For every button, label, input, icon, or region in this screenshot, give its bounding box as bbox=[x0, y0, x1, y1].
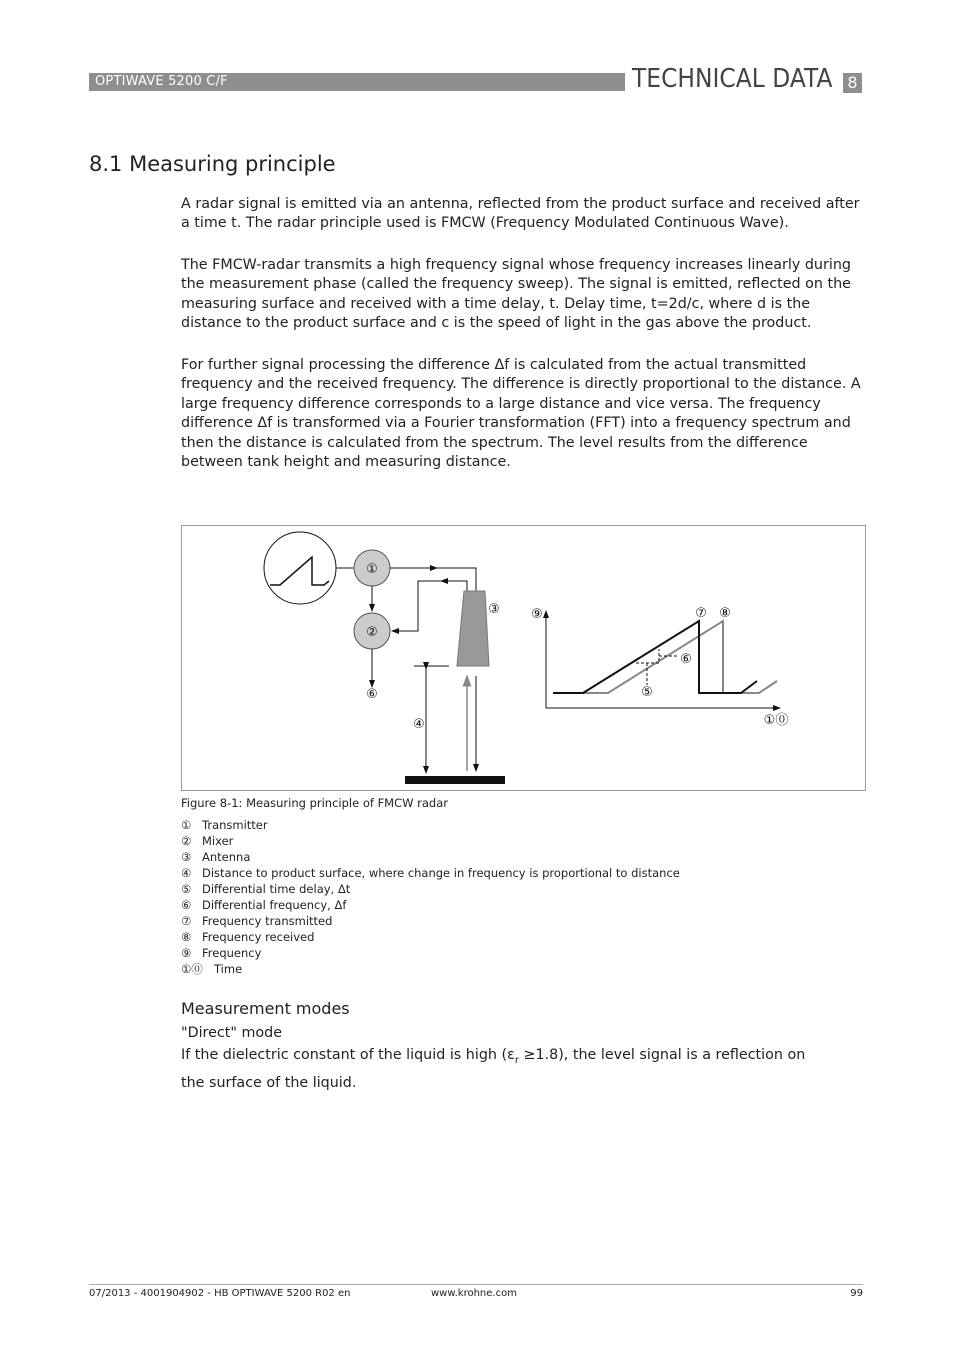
footer bbox=[89, 1284, 863, 1299]
page-heading: 8.1 Measuring principle bbox=[89, 152, 336, 176]
legend-item: ⑦ Frequency transmitted bbox=[181, 914, 333, 928]
marker-1: ① bbox=[366, 562, 378, 577]
legend-item: ② Mixer bbox=[181, 834, 234, 848]
marker-5: ⑤ bbox=[641, 685, 653, 700]
antenna bbox=[457, 591, 489, 666]
legend-item: ③ Antenna bbox=[181, 850, 251, 864]
marker-6-chart: ⑥ bbox=[680, 652, 692, 667]
marker-7: ⑦ bbox=[695, 606, 707, 621]
marker-6: ⑥ bbox=[366, 687, 378, 702]
paragraph-2: The FMCW-radar transmits a high frequency signal whose frequency increases linearly during the measurement phase (called the frequency sweep). The signal is emitted, reflected on the measuring surface and received with a time delay, t. Delay time, t=2d/c, where d is the distance to the product surface and c is the speed of light in the gas above the product. bbox=[181, 257, 851, 332]
legend-item: ①⓪ Time bbox=[181, 962, 243, 976]
marker-4: ④ bbox=[413, 717, 425, 732]
legend-item: ⑥ Differential frequency, Δf bbox=[181, 898, 347, 912]
marker-2: ② bbox=[366, 625, 378, 640]
figure-legend bbox=[181, 817, 680, 977]
direct-mode-text: If the dielectric constant of the liquid is high $(\varepsilon_r \ge 1.8)$, the level signal is a reflection on the surface of the liquid. bbox=[181, 1047, 806, 1091]
marker-10: ①⓪ bbox=[763, 713, 789, 728]
paragraph-1: A radar signal is emitted via an antenna, reflected from the product surface and received after a time t. The radar principle used is FMCW (Frequency Modulated Continuous Wave). bbox=[181, 196, 860, 232]
page-number: 99 bbox=[850, 1288, 863, 1299]
footer-doc-id: 07/2013 - 4001904902 - HB OPTIWAVE 5200 R02 en bbox=[89, 1288, 351, 1299]
sweep-generator bbox=[264, 532, 336, 604]
legend-item: ⑨ Frequency bbox=[181, 946, 262, 960]
legend-item: ⑤ Differential time delay, Δt bbox=[181, 882, 351, 896]
marker-8: ⑧ bbox=[719, 606, 731, 621]
product-name: OPTIWAVE 5200 C/F bbox=[95, 74, 228, 89]
paragraph-3: For further signal processing the difference Δf is calculated from the actual transmitted frequency and the received frequency. The difference is directly proportional to the distance. A large frequency difference corresponds to a large distance and vice versa. The frequency difference Δf is transformed via a Fourier transformation (FFT) into a frequency spectrum and then the distance is calculated from the spectrum. The level results from the difference between tank height and measuring distance. bbox=[181, 357, 861, 471]
marker-9: ⑨ bbox=[531, 607, 543, 622]
section-number: 8 bbox=[843, 73, 862, 93]
header-bar bbox=[89, 73, 625, 91]
fmcw-diagram bbox=[181, 525, 866, 791]
figure-caption: Figure 8-1: Measuring principle of FMCW radar bbox=[181, 796, 449, 810]
product-surface bbox=[405, 776, 505, 784]
footer-website: www.krohne.com bbox=[431, 1288, 517, 1299]
legend-item: ④ Distance to product surface, where change in frequency is proportional to distance bbox=[181, 866, 680, 880]
transmitted-frequency-line bbox=[553, 621, 757, 693]
legend-item: ⑧ Frequency received bbox=[181, 930, 315, 944]
modes-heading: Measurement modes bbox=[181, 999, 350, 1018]
legend-item: ① Transmitter bbox=[181, 818, 268, 832]
received-frequency-line bbox=[553, 621, 777, 693]
direct-mode-title: "Direct" mode bbox=[181, 1025, 283, 1041]
marker-3: ③ bbox=[488, 602, 500, 617]
section-title: TECHNICAL DATA bbox=[632, 64, 833, 94]
